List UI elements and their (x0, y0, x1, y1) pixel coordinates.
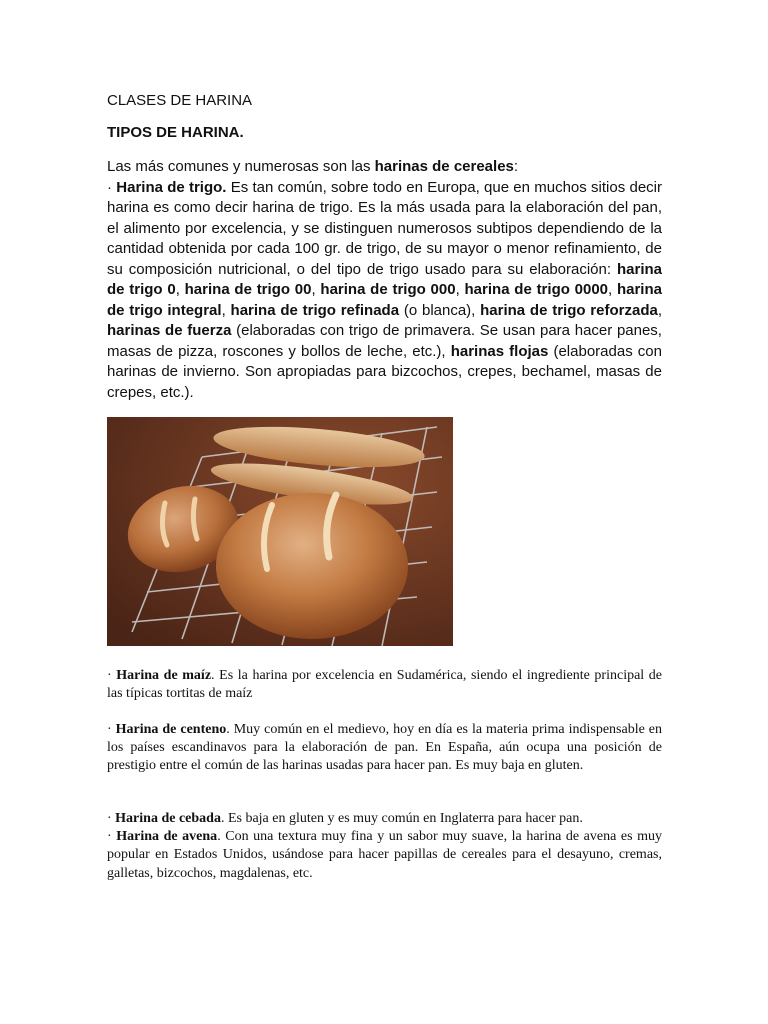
item-text: . Es baja en gluten y es muy común en Inglaterra para hacer pan. (220, 811, 583, 826)
term-trigo-000: harina de trigo 000 (320, 281, 456, 298)
intro-paragraph (107, 157, 662, 403)
intro-text: (elaboradas con trigo de primavera. Se usan para hacer panes, masas de pizza, roscones y bollos de leche, etc.), (107, 322, 662, 360)
intro-text: Es tan común, sobre todo en Europa, que en muchos sitios decir harina es como decir harina de trigo. Es la más usada para la elaboración del pan, el alimento por excelencia, y se distinguen numerosos subtipos dependiendo de la cantidad obtenida por cada 100 gr. de trigo, de su mayor o menor refinamiento, de su composición nutricional, o del tipo de trigo usado para su elaboración: (107, 178, 662, 278)
item-name: Harina de avena (116, 829, 218, 845)
term-harina-de-trigo: Harina de trigo. (116, 178, 227, 196)
bullet: · (107, 178, 117, 196)
list-item-harina-de-maiz (107, 667, 662, 703)
bullet: · (107, 829, 117, 845)
intro-text: , (175, 281, 185, 298)
term-trigo-reforzada: harina de trigo reforzada (480, 301, 658, 319)
section-heading: TIPOS DE HARINA. (107, 124, 244, 141)
intro-text: , (608, 281, 617, 298)
item-text: . Muy común en el medievo, hoy en día es la materia prima indispensable en los países escandinavos para la elaboración de pan. En España, aún ocupa una posición de prestigio entre el común de las harinas usadas para hacer pan. Es muy baja en gluten. (107, 722, 662, 774)
intro-text: , (311, 281, 321, 298)
bread-photo (107, 417, 453, 646)
item-name: Harina de cebada (115, 811, 221, 826)
term-harinas-de-cereales: harinas de cereales (374, 158, 514, 175)
intro-text: , (657, 301, 663, 319)
term-trigo-00: harina de trigo 00 (184, 281, 312, 298)
term-trigo-integral: harina de trigo integral (107, 281, 662, 319)
intro-text: (elaboradas con harinas de invierno. Son apropiadas para bizcochos, crepes, bechamel, masas de crepes, etc.). (107, 342, 662, 401)
bullet: · (107, 811, 116, 826)
document-title: CLASES DE HARINA (107, 92, 253, 109)
intro-text: , (455, 281, 465, 298)
intro-text: Las más comunes y numerosas son las (107, 158, 375, 175)
term-harinas-de-fuerza: harinas de fuerza (107, 322, 232, 339)
intro-text: : (513, 158, 519, 175)
term-trigo-refinada: harina de trigo refinada (230, 301, 400, 319)
item-text: . Con una textura muy fina y un sabor muy suave, la harina de avena es muy popular en Estados Unidos, usándose para hacer papillas de cereales para el desayuno, cremas, galletas, bizcochos, magdalenas, etc. (107, 829, 663, 881)
list-item-harina-de-centeno (107, 721, 662, 776)
term-harinas-flojas: harinas flojas (450, 342, 549, 360)
bullet: · (107, 668, 117, 683)
term-trigo-0000: harina de trigo 0000 (464, 281, 609, 298)
term-trigo-0: harina de trigo 0 (107, 260, 662, 298)
intro-text: (o blanca), (399, 301, 481, 319)
bullet: · (107, 722, 116, 737)
item-text: . Es la harina por excelencia en Sudamérica, siendo el ingrediente principal de las típicas tortitas de maíz (107, 668, 663, 702)
list-item-cebada-avena (107, 810, 662, 883)
intro-text: , (221, 301, 231, 319)
item-name: Harina de centeno (115, 722, 227, 737)
item-name: Harina de maíz (116, 668, 212, 683)
